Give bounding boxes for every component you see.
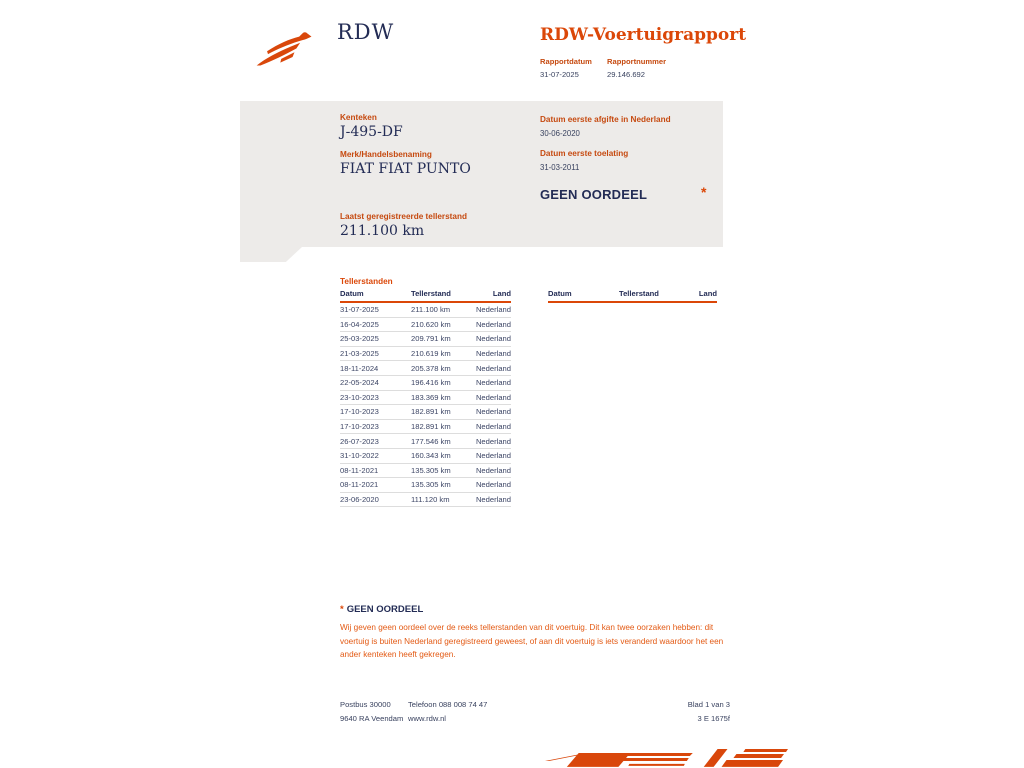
odometer-table-right — [548, 289, 717, 303]
rdw-falcon-logo-icon — [253, 22, 335, 74]
table-cell: Nederland — [475, 407, 511, 417]
table-cell: 18-11-2024 — [340, 363, 379, 373]
footer-address-line2: 9640 RA Veendam — [340, 714, 404, 723]
table-cell: 210.619 km — [411, 349, 451, 359]
table-row — [340, 361, 511, 376]
toelating-label: Datum eerste toelating — [540, 149, 629, 158]
table-cell: 177.546 km — [411, 436, 451, 446]
col-header-land: Land — [698, 289, 717, 298]
footnote-block — [340, 604, 738, 662]
table-cell: 196.416 km — [411, 378, 451, 388]
footnote-title-row — [340, 604, 738, 615]
table-cell: 26-07-2023 — [340, 436, 379, 446]
tellerstanden-heading: Tellerstanden — [340, 277, 393, 286]
footer-website: www.rdw.nl — [408, 714, 446, 723]
table-cell: 17-10-2023 — [340, 422, 379, 432]
table-row — [340, 318, 511, 333]
footer-falcon-stripes-graphic — [545, 744, 788, 768]
document-title: RDW-Voertuigrapport — [540, 25, 747, 45]
table-cell: 23-10-2023 — [340, 392, 379, 402]
table-row — [340, 391, 511, 406]
table-cell: 17-10-2023 — [340, 407, 379, 417]
footer-phone: Telefoon 088 008 74 47 — [408, 700, 488, 709]
table-cell: 08-11-2021 — [340, 480, 379, 490]
table-cell: Nederland — [475, 465, 511, 475]
table-row — [340, 405, 511, 420]
table-cell: 209.791 km — [411, 334, 451, 344]
report-number-value: 29.146.692 — [607, 70, 646, 79]
table-cell: Nederland — [475, 349, 511, 359]
footer-address-line1: Postbus 30000 — [340, 700, 391, 709]
table-cell: 160.343 km — [411, 451, 451, 461]
col-header-tellerstand: Tellerstand — [619, 289, 659, 298]
table-row — [340, 493, 511, 508]
table-cell: 16-04-2025 — [340, 319, 379, 329]
report-date-label: Rapportdatum — [540, 57, 592, 66]
table-cell: 211.100 km — [411, 305, 451, 315]
verdict-text: GEEN OORDEEL — [540, 187, 648, 202]
report-number-block — [607, 57, 666, 79]
kenteken-value: J-495-DF — [340, 124, 403, 140]
merk-value: FIAT FIAT PUNTO — [340, 161, 471, 177]
table-cell: 210.620 km — [411, 319, 451, 329]
table-cell: Nederland — [475, 495, 511, 505]
report-date-block — [540, 57, 592, 79]
table-cell: 135.305 km — [411, 465, 451, 475]
col-header-datum: Datum — [548, 289, 572, 298]
table-cell: Nederland — [475, 422, 511, 432]
footer-form-code: 3 E 1675f — [697, 714, 730, 723]
report-date-value: 31-07-2025 — [540, 70, 579, 79]
rdw-logo-text: RDW — [337, 20, 395, 44]
merk-label: Merk/Handelsbenaming — [340, 150, 432, 159]
kenteken-label: Kenteken — [340, 113, 377, 122]
table-row — [340, 434, 511, 449]
footnote-title: GEEN OORDEEL — [346, 604, 424, 615]
col-header-tellerstand: Tellerstand — [411, 289, 451, 298]
toelating-value: 31-03-2011 — [540, 163, 580, 172]
table-cell: 23-06-2020 — [340, 495, 379, 505]
table-row — [340, 449, 511, 464]
table-cell: 205.378 km — [411, 363, 451, 373]
verdict-asterisk: * — [701, 184, 707, 200]
table-row — [340, 376, 511, 391]
afgifte-label: Datum eerste afgifte in Nederland — [540, 115, 671, 124]
table-cell: Nederland — [475, 480, 511, 490]
afgifte-value: 30-06-2020 — [540, 129, 580, 138]
table-row — [340, 420, 511, 435]
table-cell: 22-05-2024 — [340, 378, 379, 388]
table-cell: 182.891 km — [411, 422, 451, 432]
table-cell: Nederland — [475, 378, 511, 388]
table-cell: 182.891 km — [411, 407, 451, 417]
tellerstand-value: 211.100 km — [340, 223, 425, 239]
table-row — [340, 347, 511, 362]
table-cell: 08-11-2021 — [340, 465, 379, 475]
footnote-body: Wij geven geen oordeel over de reeks tellerstanden van dit voertuig. Dit kan twee oorzaken hebben: dit voertuig is buiten Nederland geregistreerd geweest, of aan dit voertuig is iets veranderd waardoor het een ander kenteken heeft gekregen. — [340, 623, 724, 659]
table-cell: 111.120 km — [411, 495, 450, 505]
tellerstand-label: Laatst geregistreerde tellerstand — [340, 212, 467, 221]
col-header-datum: Datum — [340, 289, 364, 298]
table-cell: 21-03-2025 — [340, 349, 379, 359]
table-row — [340, 303, 511, 318]
table-cell: 31-10-2022 — [340, 451, 379, 461]
table-body — [340, 303, 511, 507]
table-cell: Nederland — [475, 363, 511, 373]
table-row — [340, 332, 511, 347]
footer-page-number: Blad 1 van 3 — [687, 700, 730, 709]
table-header-row — [340, 289, 511, 303]
table-header-row — [548, 289, 717, 303]
report-number-label: Rapportnummer — [607, 57, 667, 66]
table-cell: Nederland — [475, 319, 511, 329]
panel-corner-tail — [240, 247, 302, 262]
odometer-table-left — [340, 289, 511, 507]
table-cell: Nederland — [475, 436, 511, 446]
table-row — [340, 464, 511, 479]
vehicle-summary-panel — [240, 101, 723, 247]
table-cell: Nederland — [475, 392, 511, 402]
table-cell: Nederland — [475, 451, 511, 461]
table-cell: 183.369 km — [411, 392, 451, 402]
table-row — [340, 478, 511, 493]
table-cell: 31-07-2025 — [340, 305, 379, 315]
col-header-land: Land — [492, 289, 511, 298]
footnote-asterisk: * — [340, 604, 344, 615]
table-cell: Nederland — [475, 334, 511, 344]
table-cell: 135.305 km — [411, 480, 451, 490]
table-cell: 25-03-2025 — [340, 334, 379, 344]
table-cell: Nederland — [475, 305, 511, 315]
